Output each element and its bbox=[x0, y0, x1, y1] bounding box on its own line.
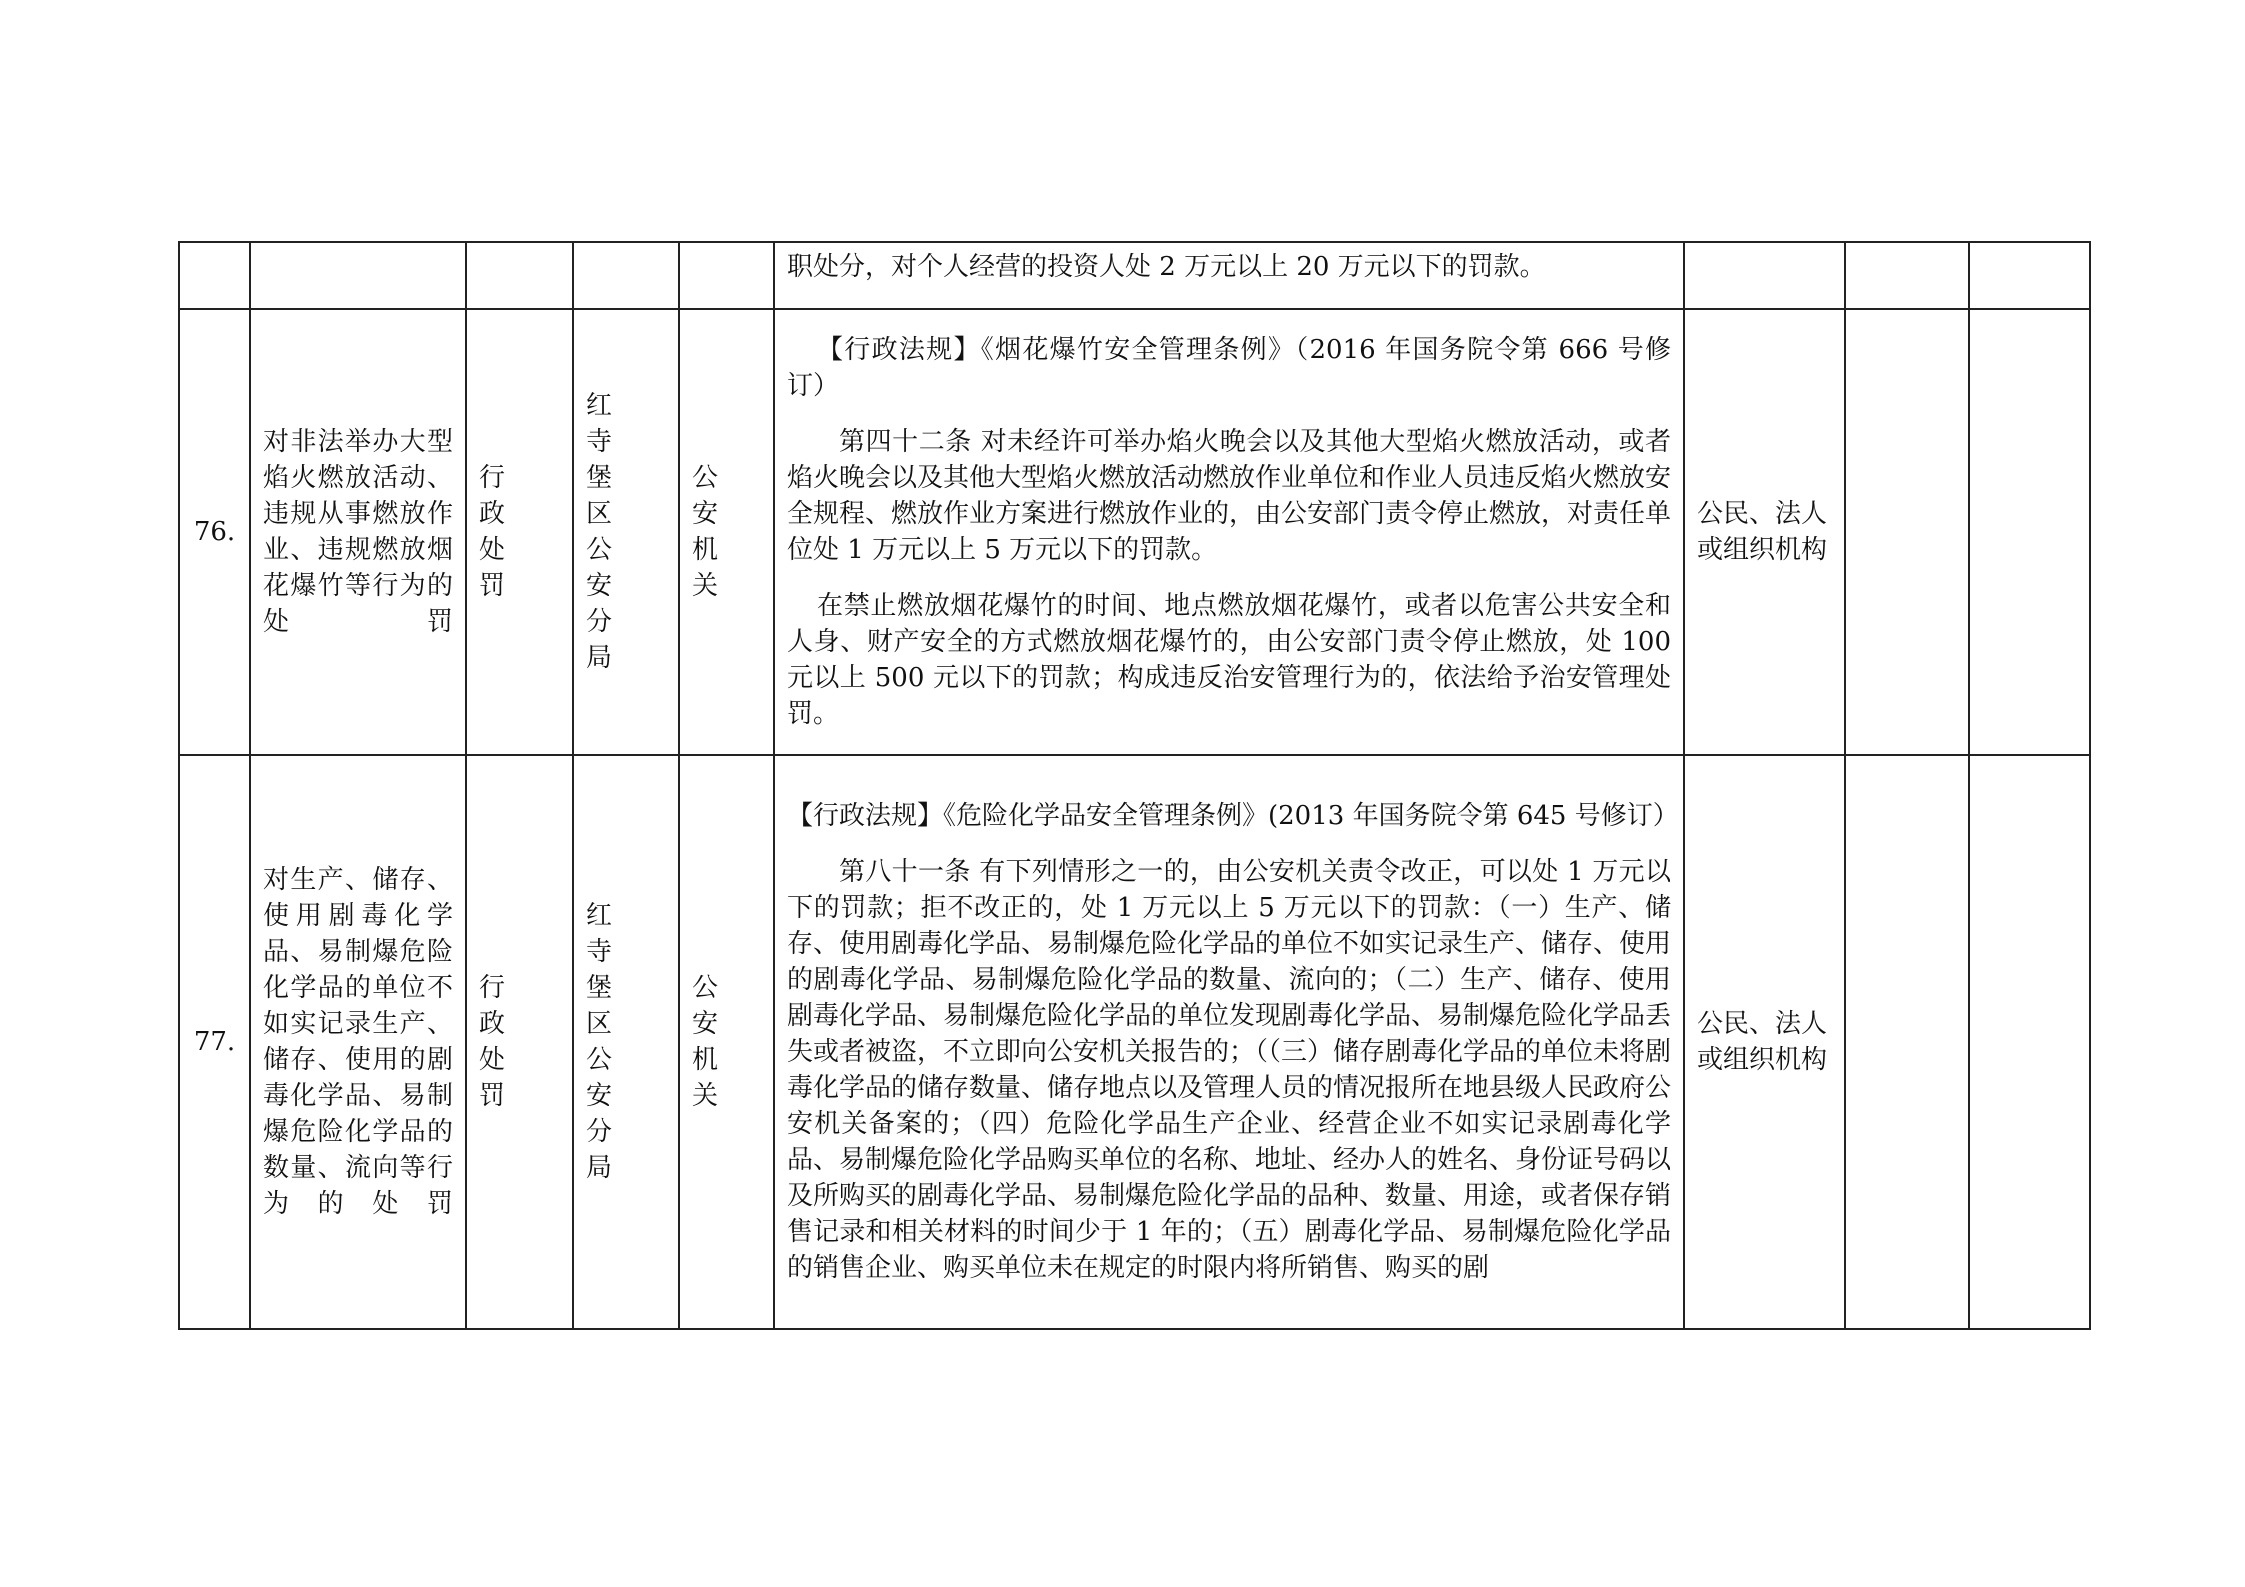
basis-source: 【行政法规】《危险化学品安全管理条例》(2013 年国务院令第 645 号修订） bbox=[787, 801, 1679, 831]
row-number: 77. bbox=[179, 755, 250, 1329]
extra-cell bbox=[1845, 242, 1969, 309]
basis-source: 【行政法规】《烟花爆竹安全管理条例》（2016 年国务院令第 666 号修订） bbox=[787, 335, 1671, 401]
item-department: 红寺堡区公安分局 bbox=[573, 755, 679, 1329]
item-name bbox=[250, 309, 466, 755]
table-row-continuation bbox=[179, 242, 2090, 309]
item-name-text: 对非法举办大型焰火燃放活动、违规从事燃放作业、违规燃放烟花爆竹等行为的处罚 bbox=[263, 427, 453, 637]
category-cell bbox=[466, 242, 573, 309]
item-name bbox=[250, 755, 466, 1329]
item-category: 行政处罚 bbox=[466, 309, 573, 755]
item-name-text: 对生产、储存、使用剧毒化学品、易制爆危险化学品的单位不如实记录生产、储存、使用的剧毒化学品、易制爆危险化学品的数量、流向等行为的处罚 bbox=[263, 865, 453, 1219]
item-category: 行政处罚 bbox=[466, 755, 573, 1329]
basis-cell bbox=[774, 755, 1684, 1329]
basis-article: 第四十二条 对未经许可举办焰火晚会以及其他大型焰火燃放活动，或者焰火晚会以及其他大型焰火燃放活动燃放作业单位和作业人员违反焰火燃放安全规程、燃放作业方案进行燃放作业的，由公安部门责令停止燃放，对责任单位处 1 万元以上 5 万元以下的罚款。 bbox=[787, 427, 1672, 565]
row-number: 76. bbox=[179, 309, 250, 755]
item-agency: 公安机关 bbox=[679, 309, 774, 755]
no-cell bbox=[179, 242, 250, 309]
continuation-text: 职处分，对个人经营的投资人处 2 万元以上 20 万元以下的罚款。 bbox=[787, 252, 1546, 282]
agency-cell bbox=[679, 242, 774, 309]
table-row bbox=[179, 309, 2090, 755]
item-agency: 公安机关 bbox=[679, 755, 774, 1329]
dept-cell bbox=[573, 242, 679, 309]
name-cell bbox=[250, 242, 466, 309]
administrative-penalty-table bbox=[178, 241, 2091, 1330]
extra-cell bbox=[1845, 309, 1969, 755]
item-department: 红寺堡区公安分局 bbox=[573, 309, 679, 755]
basis-cell bbox=[774, 309, 1684, 755]
extra-cell bbox=[1845, 755, 1969, 1329]
object-cell bbox=[1684, 242, 1845, 309]
remark-cell bbox=[1969, 309, 2090, 755]
item-object: 公民、法人或组织机构 bbox=[1684, 309, 1845, 755]
basis-article: 第八十一条 有下列情形之一的，由公安机关责令改正，可以处 1 万元以下的罚款；拒不改正的，处 1 万元以上 5 万元以下的罚款：（一）生产、储存、使用剧毒化学品、易制爆危险化学品的单位不如实记录生产、储存、使用的剧毒化学品、易制爆危险化学品的数量、流向的；（二）生产、储存、使用剧毒化学品、易制爆危险化学品的单位发现剧毒化学品、易制爆危险化学品丢失或者被盗，不立即向公安机关报告的；（（三）储存剧毒化学品的单位未将剧毒化学品的储存数量、储存地点以及管理人员的情况报所在地县级人民政府公安机关备案的；（四）危险化学品生产企业、经营企业不如实记录剧毒化学品、易制爆危险化学品购买单位的名称、地址、经办人的姓名、身份证号码以及所购买的剧毒化学品、易制爆危险化学品的品种、数量、用途，或者保存销售记录和相关材料的时间少于 1 年的；（五）剧毒化学品、易制爆危险化学品的销售企业、购买单位未在规定的时限内将所销售、购买的剧 bbox=[787, 857, 1672, 1283]
table-row bbox=[179, 755, 2090, 1329]
basis-cell bbox=[774, 242, 1684, 309]
remark-cell bbox=[1969, 755, 2090, 1329]
item-object: 公民、法人或组织机构 bbox=[1684, 755, 1845, 1329]
remark-cell bbox=[1969, 242, 2090, 309]
basis-article: 在禁止燃放烟花爆竹的时间、地点燃放烟花爆竹，或者以危害公共安全和人身、财产安全的方式燃放烟花爆竹的，由公安部门责令停止燃放，处 100 元以上 500 元以下的罚款；构成违反治安管理行为的，依法给予治安管理处罚。 bbox=[787, 591, 1671, 729]
